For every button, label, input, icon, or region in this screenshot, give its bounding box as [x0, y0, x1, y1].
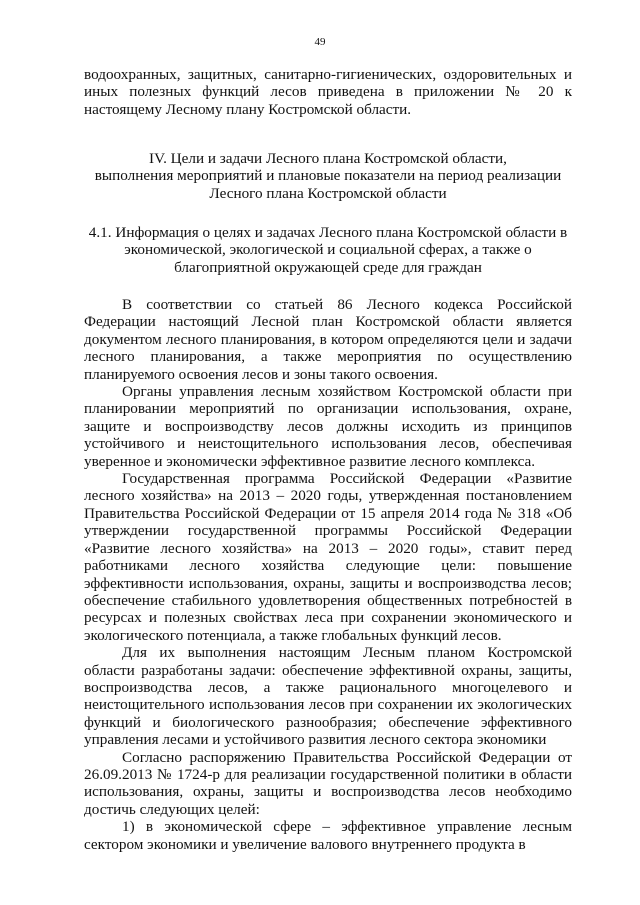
subsection-heading-line: экономической, экологической и социальной сферах, а также о: [124, 241, 532, 259]
section-heading-line: Лесного плана Костромской области: [209, 184, 447, 202]
section-heading-line: IV. Цели и задачи Лесного плана Костромской области,: [149, 150, 507, 167]
paragraph: Органы управления лесным хозяйством Костромской области при планировании мероприятий по организации использования, охране, защите и воспроизводству лесов должны исходить из принципов устойчивого и неистощительного использования лесов, обеспечивая уверенное и экономически эффективное развитие лесного комплекса.: [84, 383, 572, 470]
paragraph: 1) в экономической сфере – эффективное управление лесным сектором экономики и увеличение валового внутреннего продукта в: [84, 818, 572, 853]
subsection-heading-line: 4.1. Информация о целях и задачах Лесного плана Костромской области в: [88, 224, 568, 241]
paragraph: Для их выполнения настоящим Лесным планом Костромской области разработаны задачи: обеспечение эффективной охраны, защиты, воспроизводства лесов, а также рационального многоцелевого и неистощительного использования лесов при сохранении их экологических функций и биологического разнообразия; обеспечение эффективного управления лесами и устойчивого развития лесного сектора экономики: [84, 644, 572, 749]
body-paragraphs: [84, 296, 572, 853]
intro-paragraph-block: [84, 66, 572, 118]
subsection-heading-line: благоприятной окружающей среде для граждан: [174, 258, 482, 276]
paragraph: В соответствии со статьей 86 Лесного кодекса Российской Федерации настоящий Лесной план Костромской области является документом лесного планирования, в котором определяются цели и задачи лесного планирования, а также мероприятия по осуществлению планируемого освоения лесов и зоны такого освоения.: [84, 296, 572, 383]
section-heading: [84, 150, 572, 202]
page-number: 49: [314, 36, 326, 48]
paragraph: Государственная программа Российской Федерации «Развитие лесного хозяйства» на 2013 – 2020 годы, утвержденная постановлением Правительства Российской Федерации от 15 апреля 2014 года № 318 «Об утверждении государственной программы Российской Федерации «Развитие лесного хозяйства» на 2013 – 2020 годы», ставит перед работниками лесного хозяйства следующие цели: повышение эффективности использования, охраны, защиты и воспроизводства лесов; обеспечение стабильного удовлетворения общественных потребностей в ресурсах и полезных свойствах леса при сохранении экономического и экологического потенциала, а также глобальных функций лесов.: [84, 470, 572, 644]
intro-paragraph: водоохранных, защитных, санитарно-гигиенических, оздоровительных и иных полезных функций лесов приведена в приложении № 20 к настоящему Лесному плану Костромской области.: [84, 66, 572, 118]
subsection-heading: [84, 224, 572, 276]
section-heading-line: выполнения мероприятий и плановые показатели на период реализации: [94, 167, 562, 185]
paragraph: Согласно распоряжению Правительства Российской Федерации от 26.09.2013 № 1724-р для реализации государственной политики в области использования, охраны, защиты и воспроизводства лесов необходимо достичь следующих целей:: [84, 748, 572, 818]
